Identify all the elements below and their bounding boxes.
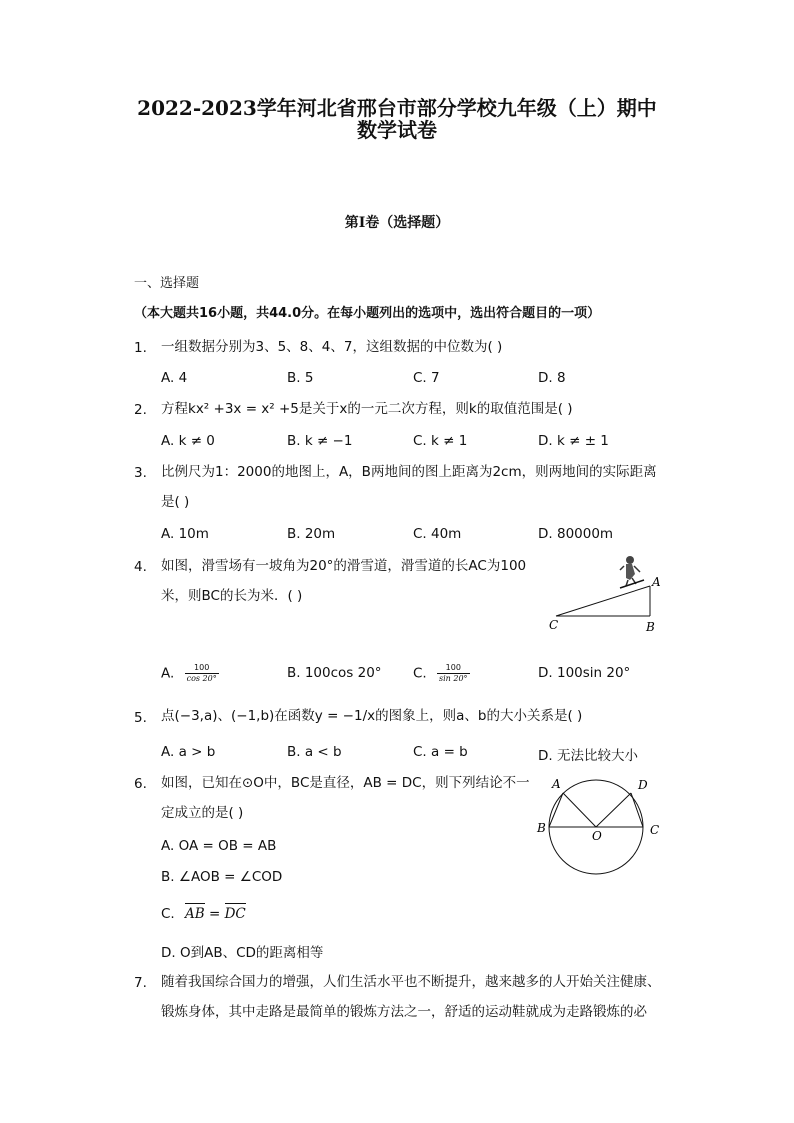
option-d: D. 100sin 20° — [538, 665, 631, 681]
question-number: 4. — [134, 559, 147, 575]
question-number: 2. — [134, 402, 147, 418]
option-a: A. a > b — [161, 744, 216, 760]
option-c-prefix: C. — [413, 665, 427, 682]
label-a: A — [552, 777, 561, 791]
fraction — [185, 663, 219, 684]
arc-dc: DC — [225, 903, 246, 922]
label-c: C — [650, 823, 660, 837]
option-c-prefix: C. — [161, 906, 175, 922]
option-c: C. 7 — [413, 370, 440, 386]
option-d: D. 80000m — [538, 526, 614, 542]
option-d: D. k ≠ ± 1 — [538, 433, 609, 449]
option-a — [161, 663, 219, 684]
question-number: 3. — [134, 465, 147, 481]
option-b: B. 5 — [287, 370, 314, 386]
option-b: B. a < b — [287, 744, 342, 760]
question-text: 一组数据分别为3、5、8、4、7，这组数据的中位数为( ) — [161, 339, 503, 355]
question-number: 6. — [134, 776, 147, 792]
slope-line — [556, 586, 650, 616]
fraction-denominator: sin 20° — [439, 674, 468, 683]
option-c — [413, 663, 470, 684]
section-instructions: （本大题共16小题，共44.0分。在每小题列出的选项中，选出符合题目的一项） — [134, 306, 601, 321]
fraction-denominator: cos 20° — [186, 674, 217, 683]
option-a: A. 10m — [161, 526, 209, 542]
question-number: 7. — [134, 975, 147, 991]
label-a: A — [652, 575, 661, 589]
option-c — [161, 903, 246, 922]
fraction-numerator: 100 — [185, 663, 219, 674]
option-a: A. OA = OB = AB — [161, 838, 277, 854]
slope-figure — [540, 552, 665, 634]
label-c: C — [549, 618, 559, 632]
radius-od — [596, 793, 631, 827]
radius-oa — [563, 793, 596, 827]
question-text: 如图，已知在⊙O中，BC是直径，AB = DC，则下列结论不一定成立的是( ) — [161, 775, 530, 821]
exam-title-line2: 数学试卷 — [357, 118, 437, 142]
skier-icon — [620, 556, 644, 588]
volume-heading: 第I卷（选择题） — [344, 215, 450, 231]
circle-figure — [534, 772, 664, 880]
option-d: D. 无法比较大小 — [538, 748, 638, 764]
equals-sign: = — [208, 906, 221, 922]
chord-ab — [549, 793, 563, 827]
option-c: C. k ≠ 1 — [413, 433, 468, 449]
label-b: B — [646, 620, 655, 634]
section-prefix: 一、选择题 — [134, 276, 200, 291]
option-b: B. ∠AOB = ∠COD — [161, 869, 283, 885]
question-text: 方程kx² +3x = x² +5是关于x的一元二次方程，则k的取值范围是( ) — [161, 401, 573, 417]
question-number: 1. — [134, 340, 147, 356]
fraction-numerator: 100 — [437, 663, 470, 674]
question-number: 5. — [134, 710, 147, 726]
option-a: A. k ≠ 0 — [161, 433, 215, 449]
question-text: 如图，滑雪场有一坡角为20°的滑雪道，滑雪道的长AC为100米，则BC的长为米．( ) — [161, 558, 527, 604]
option-d: D. O到AB、CD的距离相等 — [161, 945, 324, 961]
option-a-prefix: A. — [161, 665, 175, 682]
option-c: C. a = b — [413, 744, 468, 760]
label-o: O — [592, 829, 602, 843]
question-text: 随着我国综合国力的增强，人们生活水平也不断提升，越来越多的人开始关注健康、锻炼身体，其中走路是最简单的锻炼方法之一，舒适的运动鞋就成为走路锻炼的必 — [161, 974, 661, 1020]
option-c: C. 40m — [413, 526, 462, 542]
question-text: 点(−3,a)、(−1,b)在函数y = −1/x的图象上，则a、b的大小关系是( ) — [161, 708, 583, 724]
arc-ab: AB — [185, 903, 205, 922]
fraction — [437, 663, 470, 684]
option-b: B. k ≠ −1 — [287, 433, 353, 449]
option-b: B. 100cos 20° — [287, 665, 382, 681]
option-b: B. 20m — [287, 526, 336, 542]
section-heading — [134, 269, 664, 329]
label-b: B — [537, 821, 546, 835]
question-text: 比例尺为1：2000的地图上，A，B两地间的图上距离为2cm，则两地间的实际距离是( ) — [161, 464, 657, 510]
option-d: D. 8 — [538, 370, 566, 386]
label-d: D — [638, 778, 648, 792]
exam-title-line1: 2022-2023学年河北省邢台市部分学校九年级（上）期中 — [137, 96, 657, 120]
chord-dc — [631, 793, 643, 827]
option-a: A. 4 — [161, 370, 188, 386]
